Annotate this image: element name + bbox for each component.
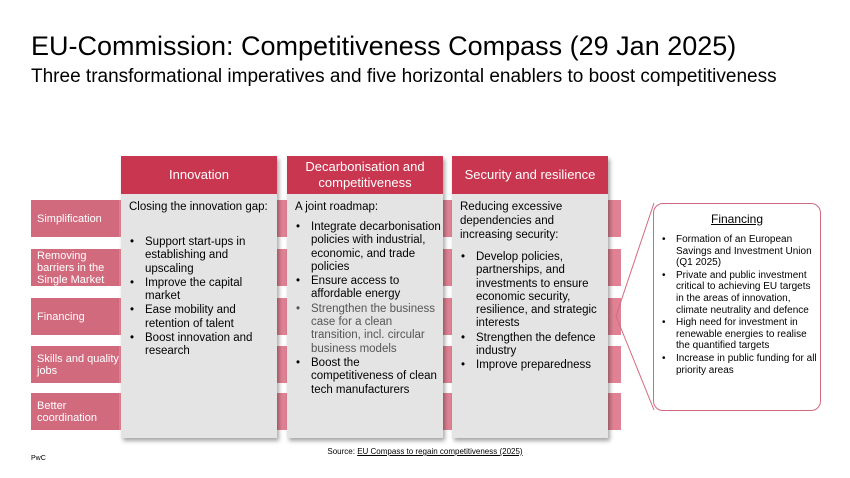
imperative-bullet-list: [295, 221, 441, 398]
imperative-intro: Closing the innovation gap:: [129, 201, 268, 213]
list-item: • Ensure access to affordable energy: [296, 275, 401, 301]
list-item: • Improve preparedness: [461, 359, 592, 372]
page-title: EU-Commission: Competitiveness Compass (29 Jan 2025): [31, 31, 737, 61]
financing-connector: [612, 200, 656, 412]
enabler-label-financing: Financing: [31, 298, 119, 335]
imperative-bullet-list: [460, 251, 606, 374]
enabler-label-skills: Skills and quality jobs: [31, 346, 119, 383]
financing-title: Financing: [710, 212, 764, 226]
financing-bullet-list: [660, 234, 818, 377]
imperative-card-decarbonisation: [287, 156, 443, 438]
list-item: • Improve the capital market: [130, 276, 243, 303]
source-prefix: Source:: [327, 447, 358, 456]
imperative-intro: A joint roadmap:: [295, 201, 379, 213]
imperative-intro: Reducing excessive dependencies and increasing security:: [460, 201, 563, 241]
list-item: • Strengthen the business case for a clean transition, incl. circular business models: [296, 302, 436, 355]
list-item: • Develop policies, partnerships, and investments to ensure economic security, resilience, and strategic interests: [461, 251, 597, 330]
list-item: • High need for investment in renewable energies to realise the quantified targets: [662, 317, 807, 352]
list-item: • Private and public investment critical to achieving EU targets in the areas of innovation, climate neutrality and defence: [662, 269, 811, 316]
list-item: • Formation of an European Savings and Investment Union (Q1 2025): [662, 234, 812, 269]
imperative-title: Innovation: [121, 156, 277, 194]
list-item: • Increase in public funding for all priority areas: [662, 352, 817, 376]
page-subtitle: Three transformational imperatives and five horizontal enablers to boost competitiveness: [31, 66, 777, 87]
list-item: • Support start-ups in establishing and upscaling: [130, 236, 246, 275]
financing-callout: [653, 203, 821, 411]
enabler-label-single-market: Removing barriers in the Single Market: [31, 249, 119, 286]
source-link[interactable]: EU Compass to regain competitiveness (2025): [357, 447, 523, 456]
imperative-title: Decarbonisation and competitiveness: [287, 156, 443, 194]
imperative-bullet-list: [129, 236, 275, 360]
list-item: • Ease mobility and retention of talent: [130, 304, 236, 330]
brand-label: PwC: [31, 455, 46, 462]
imperative-card-security: [452, 156, 608, 438]
imperative-card-innovation: [121, 156, 277, 438]
source-note: [0, 447, 850, 456]
list-item: • Strengthen the defence industry: [461, 331, 596, 358]
imperative-title: Security and resilience: [452, 156, 608, 194]
list-item: • Integrate decarbonisation policies with industrial, economic, and trade policies: [296, 221, 441, 273]
enabler-label-simplification: Simplification: [31, 200, 119, 237]
enabler-label-coordination: Better coordination: [31, 393, 119, 430]
list-item: • Boost innovation and research: [130, 332, 253, 358]
list-item: • Boost the competitiveness of clean tech manufacturers: [296, 356, 437, 396]
